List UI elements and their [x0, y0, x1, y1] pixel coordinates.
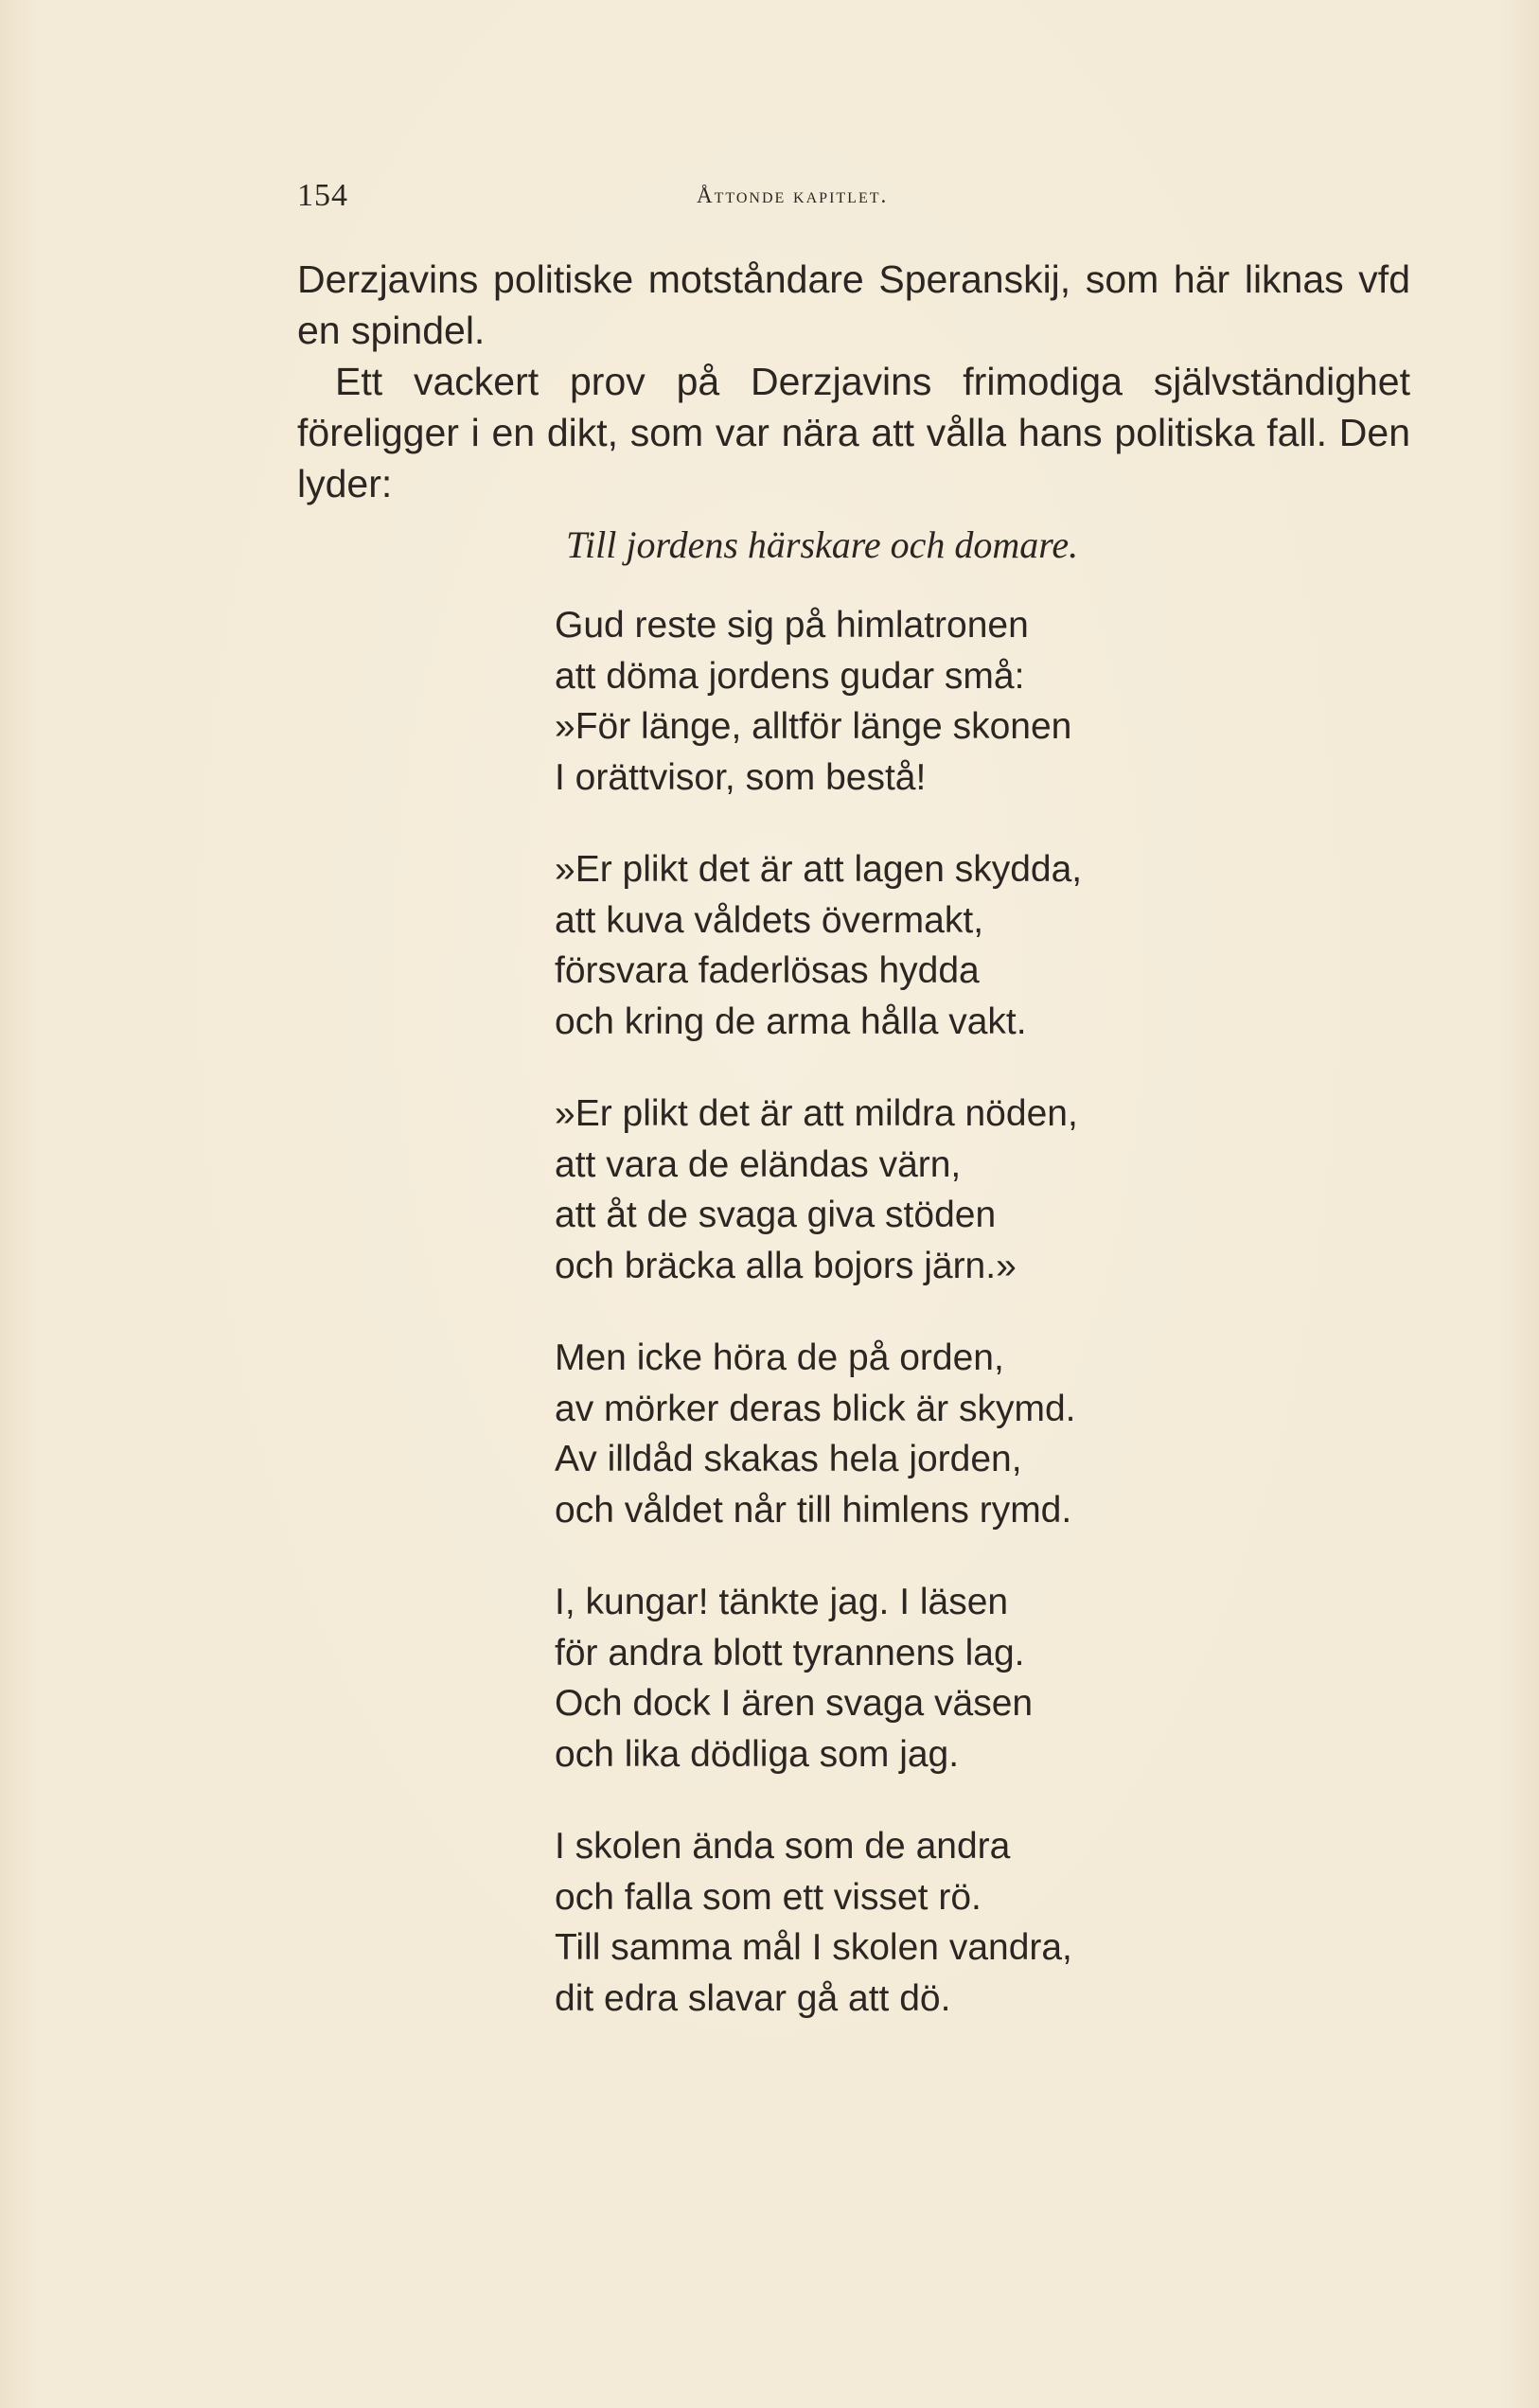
poem-line: Av illdåd skakas hela jorden, — [555, 1439, 1022, 1479]
poem-line: och våldet når till himlens rymd. — [555, 1489, 1072, 1531]
poem-line: och falla som ett visset rö. — [555, 1876, 982, 1918]
poem-line: och kring de arma hålla vakt. — [555, 1000, 1027, 1042]
poem-line: och bräcka alla bojors järn.» — [555, 1245, 1017, 1286]
poem-line: för andra blott tyrannens lag. — [555, 1632, 1025, 1673]
poem-line: Gud reste sig på himlatronen — [555, 605, 1029, 646]
poem-stanza — [555, 600, 1274, 803]
poem-stanza — [555, 1577, 1274, 1779]
poem-line: och lika dödliga som jag. — [555, 1733, 960, 1775]
page-number: 154 — [297, 178, 348, 213]
prose-paragraph: Derzjavins politiske motståndare Speranskij, som här liknas vfd en spindel. — [297, 257, 1410, 352]
poem-line: Till samma mål I skolen vandra, — [555, 1927, 1072, 1968]
poem-stanza — [555, 1333, 1274, 1535]
poem-line: av mörker deras blick är skymd. — [555, 1388, 1076, 1429]
poem-line: I skolen ända som de andra — [555, 1826, 1011, 1867]
poem — [555, 600, 1274, 2065]
prose-text — [297, 254, 1410, 509]
poem-title: Till jordens härskare och domare. — [566, 523, 1079, 566]
poem-line: »Er plikt det är att lagen skydda, — [555, 849, 1083, 890]
poem-line: försvara faderlösas hydda — [555, 950, 980, 991]
poem-line: Men icke höra de på orden, — [555, 1337, 1004, 1378]
poem-line: I orättvisor, som bestå! — [555, 756, 927, 798]
poem-line: dit edra slavar gå att dö. — [555, 1977, 951, 2019]
poem-line: »Er plikt det är att mildra nöden, — [555, 1093, 1078, 1134]
poem-line: »För länge, alltför länge skonen — [555, 706, 1072, 747]
poem-stanza — [555, 1821, 1274, 2024]
poem-line: att kuva våldets övermakt, — [555, 899, 984, 941]
poem-line: att åt de svaga giva stöden — [555, 1195, 997, 1235]
chapter-title: Åttonde kapitlet. — [697, 184, 889, 207]
poem-stanza — [555, 1089, 1274, 1291]
poem-line: att döma jordens gudar små: — [555, 655, 1025, 697]
running-head — [297, 178, 1410, 216]
prose-paragraph: Ett vackert prov på Derzjavins frimodiga självständighet föreligger i en dikt, som var nära att vålla hans politiska fall. Den lyder: — [297, 360, 1410, 505]
poem-line: att vara de eländas värn, — [555, 1143, 962, 1185]
poem-stanza — [555, 844, 1274, 1047]
poem-line: I, kungar! tänkte jag. I läsen — [555, 1582, 1009, 1622]
poem-line: Och dock I ären svaga väsen — [555, 1683, 1034, 1724]
